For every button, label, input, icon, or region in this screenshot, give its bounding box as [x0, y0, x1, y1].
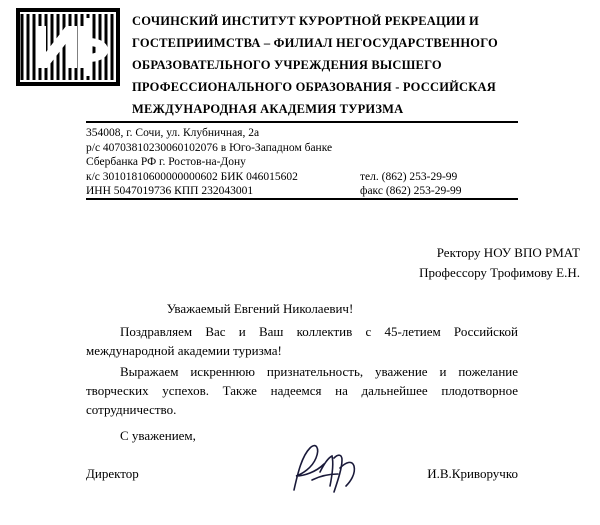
- requisites-fax: факс (862) 253-29-99: [360, 185, 462, 197]
- org-title-line-1: СОЧИНСКИЙ ИНСТИТУТ КУРОРТНОЙ РЕКРЕАЦИИ И: [132, 14, 479, 28]
- requisites-phone: тел. (862) 253-29-99: [360, 170, 458, 183]
- requisites-bank: Сбербанка РФ г. Ростов-на-Дону: [86, 156, 246, 168]
- closing-phrase: С уважением,: [120, 428, 196, 443]
- addressee-block: [0, 243, 580, 283]
- requisites-inn-kpp: [86, 184, 526, 199]
- org-title-line-3: ОБРАЗОВАТЕЛЬНОГО УЧРЕЖДЕНИЯ ВЫСШЕГО: [132, 58, 442, 72]
- body-paragraph-2: Выражаем искреннюю признательность, уважение и пожелание творческих успехов. Также надеемся на дальнейшее плодотворное сотрудничество.: [86, 364, 518, 417]
- requisites-account: р/с 40703810230060102076 в Юго-Западном банке: [86, 141, 333, 154]
- organization-title: [132, 10, 584, 120]
- signatory-title: Директор: [86, 466, 139, 481]
- org-title-line-5: МЕЖДУНАРОДНАЯ АКАДЕМИЯ ТУРИЗМА: [132, 102, 404, 116]
- org-title-line-4: ПРОФЕССИОНАЛЬНОГО ОБРАЗОВАНИЯ - РОССИЙСКАЯ: [132, 80, 497, 94]
- signatory-name: И.В.Криворучко: [427, 466, 518, 481]
- letterhead: [0, 0, 600, 122]
- requisites-inn-kpp-text: ИНН 5047019736 КПП 232043001: [86, 185, 254, 197]
- letterhead-divider-top: [86, 121, 518, 123]
- signature-block: [86, 466, 518, 486]
- ikr-monogram-logo-icon: [16, 8, 120, 86]
- salutation: Уважаемый Евгений Николаевич!: [166, 301, 354, 316]
- requisites-address: 354008, г. Сочи, ул. Клубничная, 2а: [86, 127, 260, 139]
- addressee-line-1: Ректору НОУ ВПО РМАТ: [436, 245, 580, 260]
- letterhead-divider-bottom: [86, 198, 518, 200]
- requisites-block: [86, 126, 526, 199]
- handwritten-signature-icon: [276, 442, 386, 496]
- requisites-corr-account: [86, 170, 526, 185]
- org-title-line-2: ГОСТЕПРИИМСТВА – ФИЛИАЛ НЕГОСУДАРСТВЕННОГО: [132, 36, 498, 50]
- requisites-corr-account-text: к/с 30101810600000000602 БИК 046015602: [86, 170, 298, 183]
- body-paragraph-1: Поздравляем Вас и Ваш коллектив с 45-летием Российской международной академии туризма!: [86, 324, 518, 358]
- addressee-line-2: Профессору Трофимову Е.Н.: [419, 265, 580, 280]
